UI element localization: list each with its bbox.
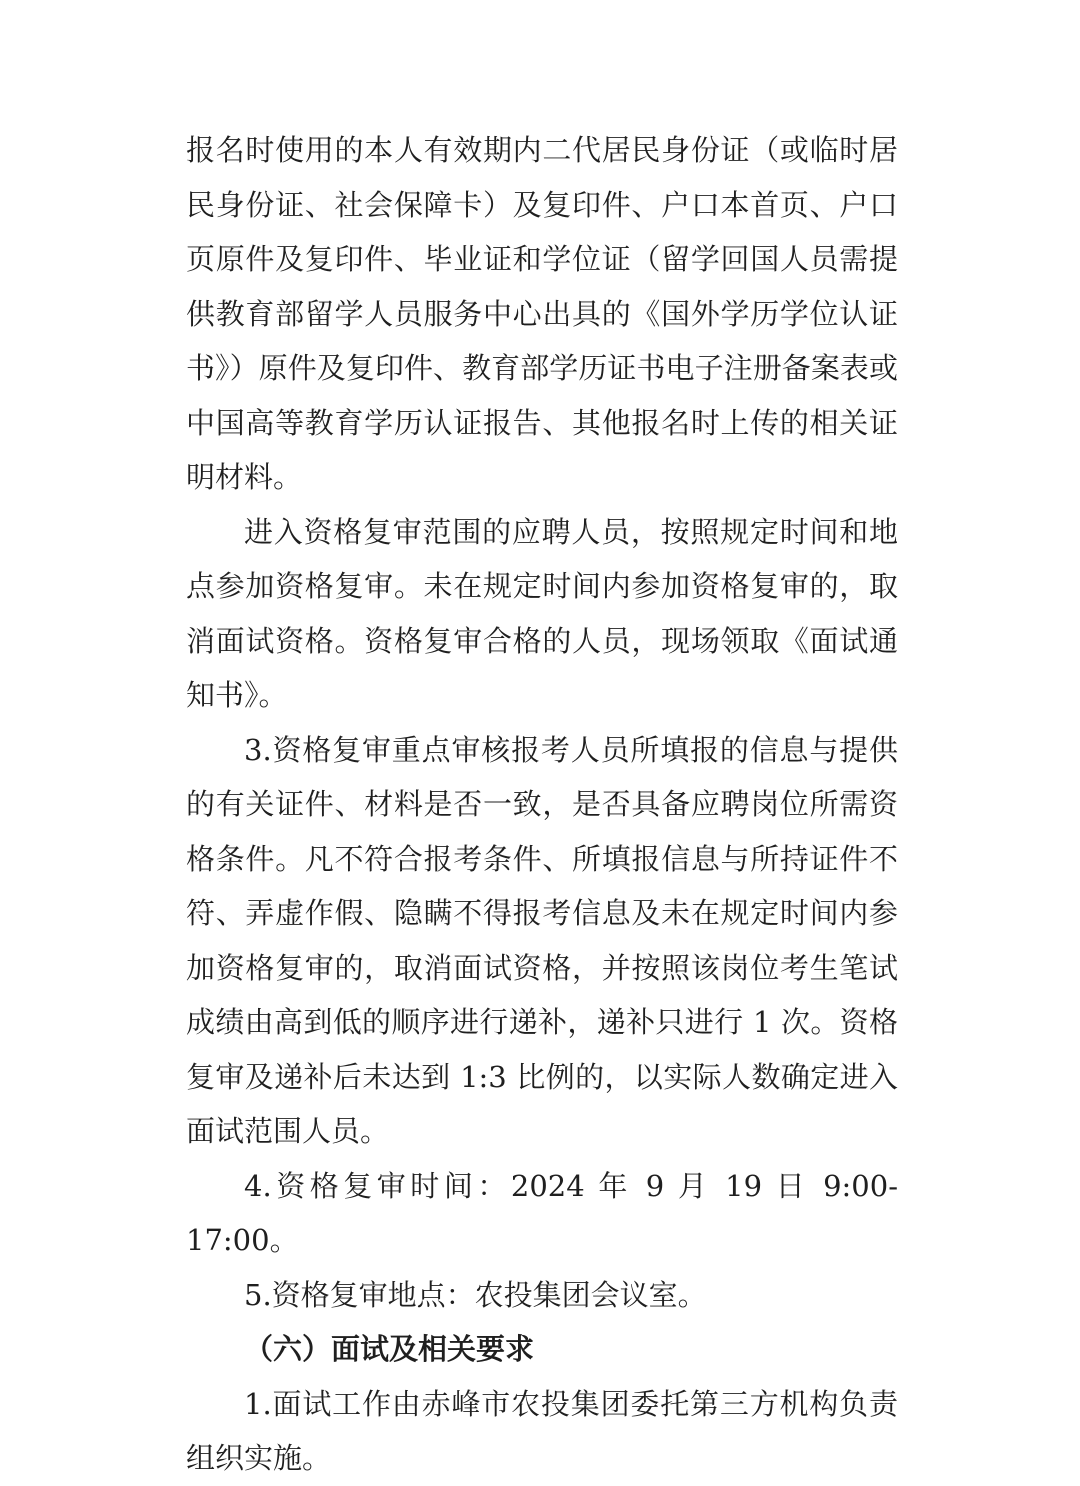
paragraph-materials-list: 报名时使用的本人有效期内二代居民身份证（或临时居民身份证、社会保障卡）及复印件、户口本首页、户口页原件及复印件、毕业证和学位证（留学回国人员需提供教育部留学人员服务中心出具的《国外学历学位认证书》）原件及复印件、教育部学历证书电子注册备案表或中国高等教育学历认证报告、其他报名时上传的相关证明材料。 [186,133,898,494]
section-heading-interview: （六）面试及相关要求 [244,1332,535,1366]
paragraph-review-attendance: 进入资格复审范围的应聘人员，按照规定时间和地点参加资格复审。未在规定时间内参加资格复审的，取消面试资格。资格复审合格的人员，现场领取《面试通知书》。 [186,514,898,712]
paragraph-review-time: 4.资格复审时间：2024 年 9 月 19 日 9:00-17:00。 [186,1168,898,1257]
paragraph-interview-organization: 1.面试工作由赤峰市农投集团委托第三方机构负责组织实施。 [186,1386,898,1475]
paragraph-review-location: 5.资格复审地点：农投集团会议室。 [244,1277,707,1312]
paragraph-review-focus: 3.资格复审重点审核报考人员所填报的信息与提供的有关证件、材料是否一致，是否具备应聘岗位所需资格条件。凡不符合报考条件、所填报信息与所持证件不符、弄虚作假、隐瞒不得报考信息及未在规定时间内参加资格复审的，取消面试资格，并按照该岗位考生笔试成绩由高到低的顺序进行递补，递补只进行 1 次。资格复审及递补后未达到 1:3 比例的，以实际人数确定进入面试范围人员。 [186,732,898,1148]
document-body [186,123,898,1486]
